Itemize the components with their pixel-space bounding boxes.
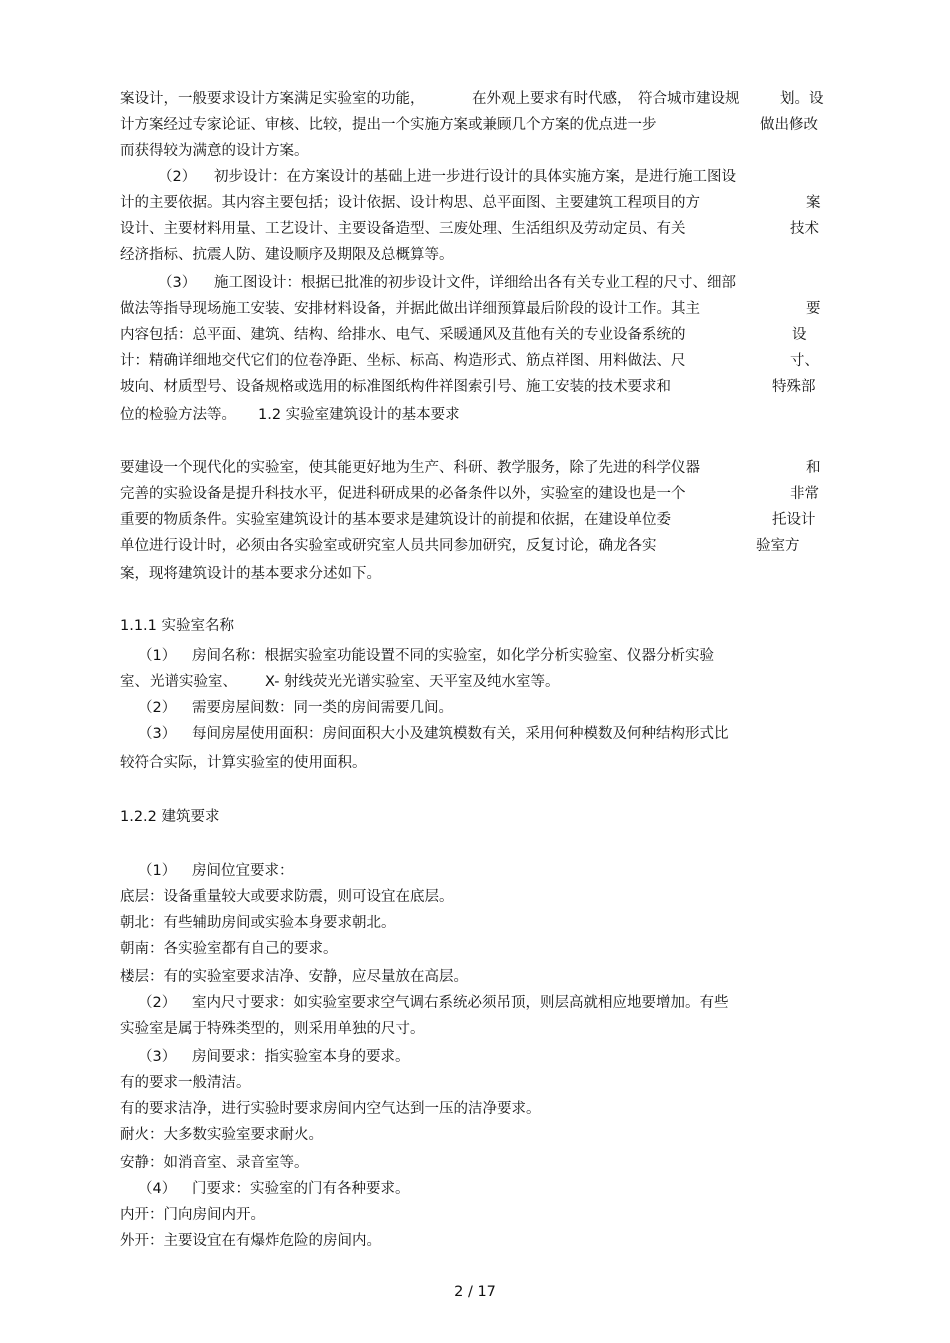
text-segment: 特殊部: [772, 379, 816, 395]
text-segment: 设计、主要材料用量、工艺设计、主要设备造型、三废处理、生活组织及劳动定员、有关: [120, 221, 686, 237]
text-segment: 有的要求洁净，进行实验时要求房间内空气达到一压的洁净要求。: [120, 1101, 541, 1117]
text-segment: 室内尺寸要求：如实验室要求空气调右系统必须吊顶，则层高就相应地要增加。有些: [192, 995, 729, 1011]
text-segment: 非常: [790, 486, 819, 502]
text-segment: 较符合实际，计算实验室的使用面积。: [120, 755, 367, 771]
text-segment: 外开：主要设宜在有爆炸危险的房间内。: [120, 1233, 381, 1249]
text-segment: 1.2.2 建筑要求: [120, 809, 220, 825]
text-segment: 有的要求一般清洁。: [120, 1075, 251, 1091]
text-segment: 光谱实验室、: [150, 674, 237, 690]
text-segment: 室、: [120, 674, 149, 690]
text-segment: 底层：设备重量较大或要求防震，则可设宜在底层。: [120, 889, 454, 905]
text-segment: 托设计: [772, 512, 816, 528]
text-segment: 房间名称：根据实验室功能设置不同的实验室，如化学分析实验室、仪器分析实验: [192, 648, 714, 664]
text-segment: （3）: [138, 1049, 177, 1065]
text-segment: 安静：如消音室、录音室等。: [120, 1155, 309, 1171]
text-segment: 1.1.1 实验室名称: [120, 618, 235, 634]
text-segment: 门要求：实验室的门有各种要求。: [192, 1181, 410, 1197]
text-segment: 耐火：大多数实验室要求耐火。: [120, 1127, 323, 1143]
text-segment: 做出修改: [760, 117, 818, 133]
text-segment: 初步设计：在方案设计的基础上进一步进行设计的具体实施方案，是进行施工图设: [214, 169, 736, 185]
text-segment: （3）: [158, 275, 197, 291]
text-segment: 每间房屋使用面积：房间面积大小及建筑模数有关，采用何种模数及何种结构形式比: [192, 726, 729, 742]
text-segment: 要: [806, 301, 821, 317]
text-segment: 计的主要依据。其内容主要包括；设计依据、设计构思、总平面图、主要建筑工程项目的方: [120, 195, 700, 211]
text-segment: 实验室是属于特殊类型的，则采用单独的尺寸。: [120, 1021, 425, 1037]
text-segment: （1）: [138, 863, 177, 879]
text-segment: 技术: [790, 221, 819, 237]
text-segment: 而获得较为满意的设计方案。: [120, 143, 309, 159]
text-segment: 计：精确详细地交代它们的位卷净距、坐标、标高、构造形式、筋点祥图、用料做法、尺: [120, 353, 686, 369]
text-segment: 案，现将建筑设计的基本要求分述如下。: [120, 566, 381, 582]
text-segment: 房间要求：指实验室本身的要求。: [192, 1049, 410, 1065]
text-segment: （3）: [138, 726, 177, 742]
text-segment: 完善的实验设备是提升科技水平，促进科研成果的必备条件以外，实验室的建设也是一个: [120, 486, 686, 502]
text-segment: 1.2 实验室建筑设计的基本要求: [258, 407, 460, 423]
text-segment: 楼层：有的实验室要求洁净、安静，应尽量放在高层。: [120, 969, 468, 985]
text-segment: 验室方: [756, 538, 800, 554]
text-segment: 做法等指导现场施工安装、安排材料设备，并据此做出详细预算最后阶段的设计工作。其主: [120, 301, 700, 317]
text-segment: 在外观上要求有时代感，: [472, 91, 632, 107]
page-number: 2 / 17: [454, 1284, 496, 1300]
text-segment: 重要的物质条件。实验室建筑设计的基本要求是建筑设计的前提和依据，在建设单位委: [120, 512, 671, 528]
text-segment: （2）: [138, 700, 177, 716]
text-segment: 寸、: [790, 353, 819, 369]
text-segment: （2）: [158, 169, 197, 185]
text-segment: 位的检验方法等。: [120, 407, 236, 423]
text-segment: 朝南：各实验室都有自己的要求。: [120, 941, 338, 957]
text-segment: 符合城市建设规: [638, 91, 740, 107]
text-segment: 需要房屋间数：同一类的房间需要几间。: [192, 700, 453, 716]
text-segment: 经济指标、抗震人防、建设顺序及期限及总概算等。: [120, 247, 454, 263]
text-segment: （1）: [138, 648, 177, 664]
text-segment: 计方案经过专家论证、审核、比较，提出一个实施方案或兼顾几个方案的优点进一步: [120, 117, 657, 133]
text-segment: 和: [806, 460, 821, 476]
text-segment: 房间位宜要求：: [192, 863, 294, 879]
text-segment: 案: [806, 195, 821, 211]
text-segment: 要建设一个现代化的实验室，使其能更好地为生产、科研、教学服务，除了先进的科学仪器: [120, 460, 700, 476]
text-segment: 案设计，一般要求设计方案满足实验室的功能，: [120, 91, 425, 107]
text-segment: 坡向、材质型号、设备规格或选用的标准图纸构件祥图索引号、施工安装的技术要求和: [120, 379, 671, 395]
text-segment: 划。设: [780, 91, 824, 107]
text-segment: 施工图设计：根据已批准的初步设计文件，详细给出各有关专业工程的尺寸、细部: [214, 275, 736, 291]
text-segment: 内容包括：总平面、建筑、结构、给排水、电气、采暖通风及苴他有关的专业设备系统的: [120, 327, 686, 343]
text-segment: X- 射线荧光光谱实验室、天平室及纯水室等。: [265, 674, 560, 690]
text-segment: 内开：门向房间内开。: [120, 1207, 265, 1223]
text-segment: （2）: [138, 995, 177, 1011]
text-segment: （4）: [138, 1181, 177, 1197]
text-segment: 单位进行设计时，必须由各实验室或研究室人员共同参加研究，反复讨论，确龙各实: [120, 538, 657, 554]
text-segment: 设: [792, 327, 807, 343]
text-segment: 朝北：有些辅助房间或实验本身要求朝北。: [120, 915, 396, 931]
